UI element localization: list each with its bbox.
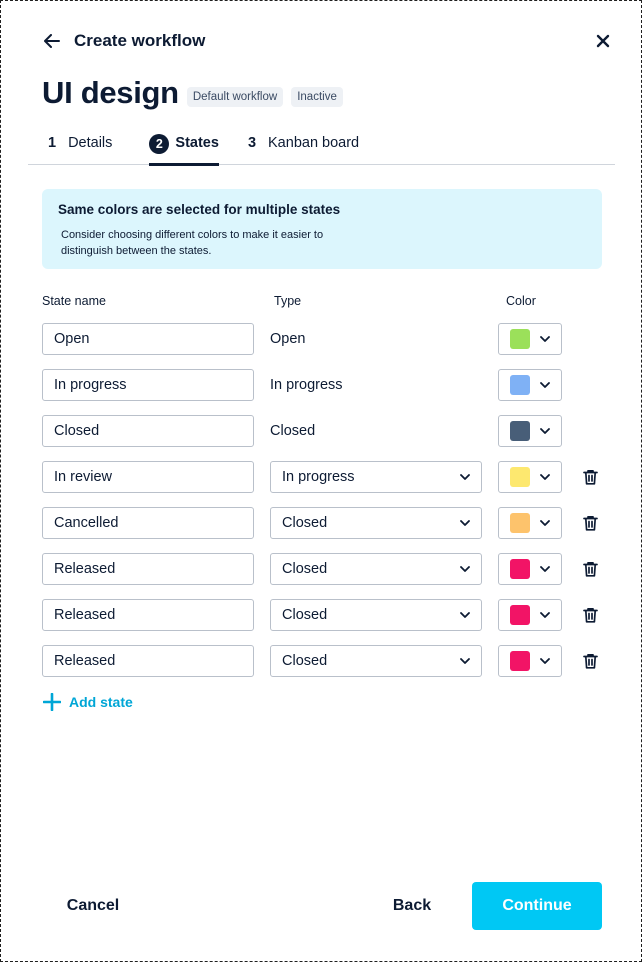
- chevron-down-icon: [540, 520, 550, 527]
- tab-states[interactable]: [139, 131, 219, 165]
- duplicate-colors-alert: [42, 189, 602, 269]
- chevron-down-icon: [540, 566, 550, 573]
- color-swatch: [510, 559, 530, 579]
- tab-number: 3: [247, 135, 257, 151]
- tab-label: Details: [68, 135, 113, 151]
- chevron-down-icon: [460, 658, 470, 665]
- state-name-input[interactable]: [42, 369, 254, 401]
- trash-icon[interactable]: [580, 605, 600, 625]
- default-workflow-badge: Default workflow: [187, 87, 283, 107]
- column-header-color: Color: [506, 294, 536, 308]
- color-swatch: [510, 605, 530, 625]
- state-type-value: Closed: [282, 515, 328, 531]
- trash-icon[interactable]: [580, 559, 600, 579]
- chevron-down-icon: [540, 336, 550, 343]
- add-state-label: Add state: [69, 694, 133, 710]
- tab-number: 1: [48, 135, 57, 151]
- state-row: [42, 599, 612, 631]
- color-swatch: [510, 375, 530, 395]
- tab-details[interactable]: [28, 131, 125, 165]
- chevron-down-icon: [540, 428, 550, 435]
- header-title: Create workflow: [74, 31, 206, 50]
- state-type-value: In progress: [270, 377, 343, 393]
- state-row: [42, 369, 612, 401]
- alert-text: Consider choosing different colors to make it easier to distinguish between the states.: [61, 229, 324, 257]
- state-row: [42, 507, 612, 539]
- column-header-state-name: State name: [42, 294, 106, 308]
- chevron-down-icon: [540, 474, 550, 481]
- color-swatch: [510, 421, 530, 441]
- state-type-select[interactable]: [270, 461, 482, 493]
- state-row: [42, 553, 612, 585]
- trash-icon[interactable]: [580, 651, 600, 671]
- page-title: UI design: [42, 75, 179, 110]
- plus-icon: [43, 693, 61, 711]
- state-type-value: Closed: [282, 653, 328, 669]
- state-row: [42, 461, 612, 493]
- chevron-down-icon: [540, 658, 550, 665]
- state-row: [42, 415, 612, 447]
- chevron-down-icon: [460, 566, 470, 573]
- cancel-button[interactable]: Cancel: [66, 897, 120, 914]
- state-color-select[interactable]: [498, 369, 562, 401]
- state-row: [42, 323, 612, 355]
- tab-number-circle: 2: [149, 134, 169, 154]
- chevron-down-icon: [460, 474, 470, 481]
- state-type-value: Closed: [270, 423, 316, 439]
- state-type-select[interactable]: [270, 599, 482, 631]
- modal-header: [42, 29, 615, 53]
- column-header-type: Type: [274, 294, 302, 308]
- back-button[interactable]: Back: [392, 897, 432, 914]
- chevron-down-icon: [460, 520, 470, 527]
- color-swatch: [510, 513, 530, 533]
- state-color-select[interactable]: [498, 553, 562, 585]
- state-row: [42, 645, 612, 677]
- state-color-select[interactable]: [498, 461, 562, 493]
- tab-label: Kanban board: [268, 135, 360, 151]
- state-type-select[interactable]: [270, 645, 482, 677]
- state-color-select[interactable]: [498, 323, 562, 355]
- continue-button[interactable]: Continue: [472, 882, 602, 930]
- color-swatch: [510, 651, 530, 671]
- state-color-select[interactable]: [498, 645, 562, 677]
- stepper-tabs: [28, 131, 615, 165]
- tab-kanban-board[interactable]: [235, 131, 372, 165]
- state-name-input[interactable]: [42, 323, 254, 355]
- state-name-input[interactable]: [42, 599, 254, 631]
- status-badge: Inactive: [291, 87, 343, 107]
- tab-label: States: [175, 135, 219, 151]
- alert-title: Same colors are selected for multiple states: [58, 202, 341, 217]
- state-type-select[interactable]: [270, 553, 482, 585]
- color-swatch: [510, 329, 530, 349]
- state-name-input[interactable]: [42, 461, 254, 493]
- state-type-value: Closed: [282, 607, 328, 623]
- state-type-value: In progress: [282, 469, 355, 485]
- chevron-down-icon: [540, 612, 550, 619]
- add-state-button[interactable]: [43, 693, 133, 711]
- state-type-value: Open: [270, 331, 306, 347]
- trash-icon[interactable]: [580, 513, 600, 533]
- state-name-input[interactable]: [42, 415, 254, 447]
- back-arrow-icon[interactable]: [42, 31, 62, 51]
- state-color-select[interactable]: [498, 599, 562, 631]
- state-color-select[interactable]: [498, 507, 562, 539]
- state-color-select[interactable]: [498, 415, 562, 447]
- chevron-down-icon: [540, 382, 550, 389]
- close-icon[interactable]: [591, 29, 615, 53]
- chevron-down-icon: [460, 612, 470, 619]
- state-type-select[interactable]: [270, 507, 482, 539]
- color-swatch: [510, 467, 530, 487]
- title-row: [42, 75, 343, 111]
- state-name-input[interactable]: [42, 553, 254, 585]
- state-name-input[interactable]: [42, 645, 254, 677]
- state-type-value: Closed: [282, 561, 328, 577]
- trash-icon[interactable]: [580, 467, 600, 487]
- state-name-input[interactable]: [42, 507, 254, 539]
